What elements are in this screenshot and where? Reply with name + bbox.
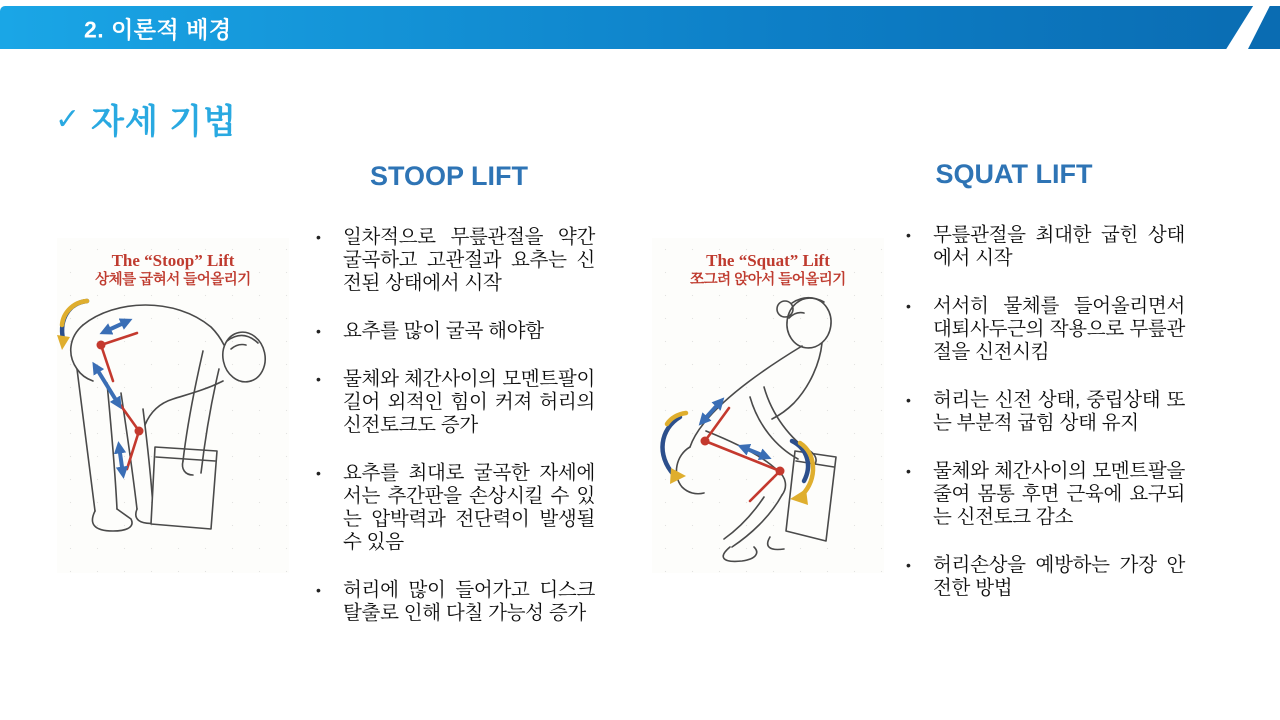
list-item: [893, 554, 1185, 600]
bullet-text: 물체와 체간사이의 모멘트팔을 줄여 몸통 후면 근육에 요구되는 신전토크 감소: [933, 460, 1185, 528]
header-banner: [0, 6, 1280, 49]
list-item: [893, 295, 1185, 364]
squat-figure-drawing: [652, 291, 884, 563]
bullet-icon: •: [906, 557, 911, 573]
bullet-text: 허리손상을 예방하는 가장 안전한 방법: [933, 554, 1185, 599]
section-title: [55, 94, 237, 143]
squat-caption-en: The “Squat” Lift: [706, 251, 830, 270]
bullet-icon: •: [906, 463, 911, 479]
bullet-icon: •: [906, 227, 911, 243]
squat-caption-ko: 쪼그려 앉아서 들어올리기: [690, 271, 846, 288]
header-title: 2. 이론적 배경: [84, 16, 232, 42]
squat-figure-card: [652, 238, 884, 573]
bullet-icon: •: [316, 465, 321, 481]
list-item: [303, 368, 595, 437]
bullet-text: 일차적으로 무릎관절을 약간 굴곡하고 고관절과 요추는 신전된 상태에서 시작: [343, 226, 595, 294]
stoop-figure-drawing: [57, 291, 289, 563]
bullet-icon: •: [316, 323, 321, 339]
stoop-column: [303, 160, 595, 650]
stoop-caption-en: The “Stoop” Lift: [111, 251, 235, 270]
squat-column: [893, 158, 1185, 625]
list-item: [303, 579, 595, 625]
list-item: [893, 389, 1185, 435]
check-icon: ✓: [55, 102, 81, 136]
bullet-icon: •: [906, 392, 911, 408]
bullet-text: 무릎관절을 최대한 굽힌 상태에서 시작: [933, 224, 1185, 269]
bullet-text: 허리에 많이 들어가고 디스크 탈출로 인해 다칠 가능성 증가: [343, 579, 595, 624]
bullet-text: 요추를 많이 굴곡 해야함: [343, 320, 544, 342]
stoop-figure-card: [57, 238, 289, 573]
list-item: [303, 462, 595, 554]
squat-bullet-list: [893, 224, 1185, 600]
list-item: [893, 224, 1185, 270]
stoop-heading: STOOP LIFT: [369, 161, 529, 191]
bullet-text: 허리는 신전 상태, 중립상태 또는 부분적 굽힘 상태 유지: [933, 389, 1185, 434]
list-item: [303, 320, 595, 343]
bullet-text: 요추를 최대로 굴곡한 자세에서는 추간판을 손상시킬 수 있는 압박력과 전단력이 발생될 수 있음: [343, 462, 595, 553]
bullet-icon: •: [906, 298, 911, 314]
section-title-text: 자세 기법: [91, 103, 237, 141]
stoop-caption-ko: 상체를 굽혀서 들어올리기: [95, 271, 251, 288]
bullet-icon: •: [316, 371, 321, 387]
bullet-text: 서서히 물체를 들어올리면서 대퇴사두근의 작용으로 무릎관절을 신전시킴: [933, 295, 1185, 363]
list-item: [893, 460, 1185, 529]
stoop-bullet-list: [303, 226, 595, 625]
bullet-icon: •: [316, 229, 321, 245]
bullet-icon: •: [316, 582, 321, 598]
list-item: [303, 226, 595, 295]
squat-heading: SQUAT LIFT: [935, 159, 1093, 189]
bullet-text: 물체와 체간사이의 모멘트팔이 길어 외적인 힘이 커져 허리의 신전토크도 증가: [343, 368, 595, 436]
